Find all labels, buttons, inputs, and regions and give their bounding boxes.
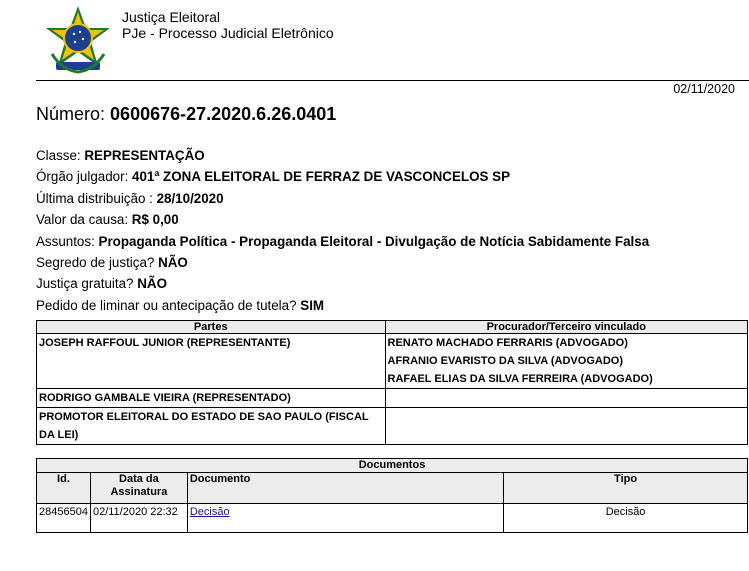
documentos-title: Documentos [37, 459, 748, 473]
doc-type-cell: Decisão [504, 504, 748, 533]
partes-header: Partes [37, 321, 386, 334]
process-number-value: 0600676-27.2020.6.26.0401 [110, 104, 337, 124]
procurador-name: RENATO MACHADO FERRARIS (ADVOGADO) [387, 337, 628, 349]
field-assuntos [36, 231, 649, 252]
doc-id-cell: 28456504 [37, 504, 91, 533]
field-value: NÃO [158, 255, 188, 271]
field-label: Classe: [36, 148, 85, 163]
field-label: Órgão julgador: [36, 169, 133, 185]
id-header: Id. [37, 473, 91, 504]
process-number-label: Número: [36, 104, 106, 124]
header-divider [36, 80, 749, 81]
procurador-cell [385, 334, 748, 389]
doc-date-cell: 02/11/2020 22:32 [90, 504, 187, 533]
field-label: Segredo de justiça? [36, 255, 159, 271]
table-row [37, 389, 748, 408]
procurador-cell [385, 408, 748, 445]
field-value: SIM [300, 297, 325, 313]
system-name: PJe - Processo Judicial Eletrônico [122, 25, 334, 41]
table-row [37, 504, 748, 533]
procurador-cell [385, 389, 748, 408]
tipo-header: Tipo [504, 473, 748, 504]
documento-header: Documento [187, 473, 503, 504]
field-ultima-distribuicao [36, 188, 649, 209]
documento-link[interactable]: Decisão [189, 506, 230, 518]
organization-title [122, 9, 334, 41]
field-value: R$ 0,00 [131, 212, 179, 228]
field-pedido-liminar [36, 295, 649, 316]
parte-cell: RODRIGO GAMBALE VIEIRA (REPRESENTADO) [37, 389, 386, 408]
procurador-name: AFRANIO EVARISTO DA SILVA (ADVOGADO) [387, 355, 623, 367]
field-classe [36, 145, 649, 166]
field-value: 401ª ZONA ELEITORAL DE FERRAZ DE VASCONCELOS SP [132, 169, 510, 185]
org-name: Justiça Eleitoral [122, 9, 221, 25]
data-header: Data da Assinatura [90, 473, 187, 504]
process-details [36, 145, 649, 316]
field-value: NÃO [137, 276, 167, 292]
field-value: REPRESENTAÇÃO [84, 148, 205, 163]
documentos-table [36, 458, 748, 533]
procurador-name: RAFAEL ELIAS DA SILVA FERREIRA (ADVOGADO) [387, 373, 653, 385]
brasao-republica-icon [42, 4, 114, 76]
field-valor-causa [36, 209, 649, 230]
field-orgao-julgador [36, 166, 649, 187]
field-label: Valor da causa: [36, 212, 132, 228]
table-row [37, 334, 748, 389]
page-header [0, 0, 749, 80]
field-label: Última distribuição : [36, 190, 157, 206]
field-value: 28/10/2020 [156, 190, 224, 206]
parte-cell: PROMOTOR ELEITORAL DO ESTADO DE SAO PAULO (FISCAL DA LEI) [37, 408, 386, 445]
doc-name-cell [187, 504, 503, 533]
procurador-header: Procurador/Terceiro vinculado [385, 321, 748, 334]
field-label: Justiça gratuita? [36, 276, 138, 292]
process-number [36, 104, 336, 125]
field-justica-gratuita [36, 273, 649, 294]
print-date: 02/11/2020 [673, 82, 735, 96]
field-label: Pedido de liminar ou antecipação de tutela? [36, 297, 301, 313]
table-row [37, 408, 748, 445]
partes-table [36, 320, 748, 445]
field-value: Propaganda Política - Propaganda Eleitoral - Divulgação de Notícia Sabidamente Falsa [98, 233, 650, 249]
parte-cell: JOSEPH RAFFOUL JUNIOR (REPRESENTANTE) [37, 334, 386, 389]
field-label: Assuntos: [36, 233, 99, 249]
field-segredo-justica [36, 252, 649, 273]
